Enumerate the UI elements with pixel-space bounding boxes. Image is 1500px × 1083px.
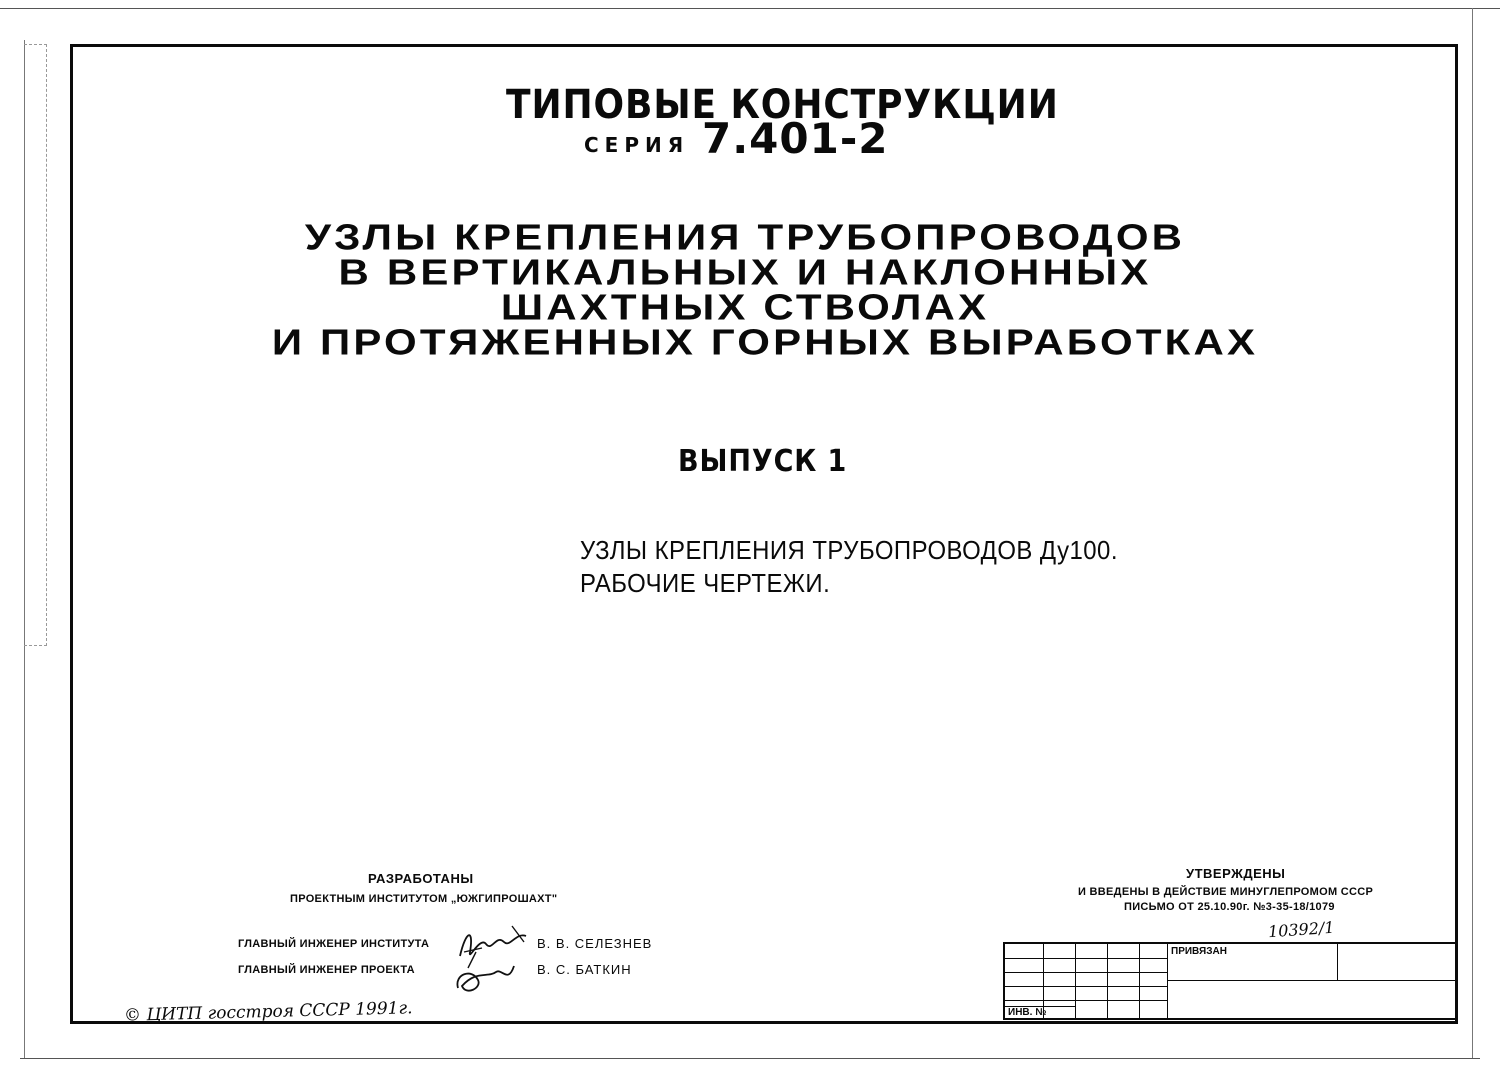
stamp-vline: [1075, 944, 1076, 1018]
approved-line-1: И ВВЕДЕНЫ В ДЕЙСТВИЕ МИНУГЛЕПРОМОМ СССР: [1078, 886, 1374, 898]
subtitle-line-1: УЗЛЫ КРЕПЛЕНИЯ ТРУБОПРОВОДОВ Ду100.: [580, 535, 1118, 565]
approved-line-2: ПИСЬМО ОТ 25.10.90г. №3-35-18/1079: [1124, 901, 1335, 913]
developed-by: ПРОЕКТНЫМ ИНСТИТУТОМ „ЮЖГИПРОШАХТ": [290, 893, 558, 905]
copyright-note: © ЦИТП госстроя СССР 1991г.: [123, 998, 413, 1026]
stamp-vline: [1107, 944, 1108, 1018]
stamp-hline: [1005, 986, 1167, 987]
stamp-vline: [1139, 944, 1140, 1018]
header-title: ТИПОВЫЕ КОНСТРУКЦИИ: [506, 82, 1059, 128]
main-title-line-2: В ВЕРТИКАЛЬНЫХ И НАКЛОННЫХ: [338, 253, 1152, 293]
stamp-hline: [1005, 958, 1167, 959]
signature-name-2: В. С. БАТКИН: [537, 962, 632, 977]
handwritten-signatures: [452, 922, 536, 1000]
stamp-bound-label: ПРИВЯЗАН: [1171, 946, 1227, 957]
main-title-line-1: УЗЛЫ КРЕПЛЕНИЯ ТРУБОПРОВОДОВ: [304, 218, 1186, 258]
stamp-table: [1003, 942, 1458, 1020]
main-title-line-4: И ПРОТЯЖЕННЫХ ГОРНЫХ ВЫРАБОТКАХ: [271, 323, 1259, 363]
subtitle-line-2: РАБОЧИЕ ЧЕРТЕЖИ.: [580, 568, 831, 598]
seria-label: СЕРИЯ: [584, 133, 690, 157]
issue-label: ВЫПУСК 1: [678, 444, 848, 479]
stamp-vline: [1167, 944, 1168, 1018]
outer-trim-line-bottom: [20, 1058, 1480, 1059]
stamp-hline: [1005, 972, 1167, 973]
signature-role-2: ГЛАВНЫЙ ИНЖЕНЕР ПРОЕКТА: [238, 964, 415, 976]
stamp-hline: [1167, 980, 1456, 981]
binding-strip: [24, 44, 47, 646]
developed-label: РАЗРАБОТАНЫ: [368, 871, 474, 886]
handwritten-number: 10392/1: [1267, 917, 1336, 942]
stamp-inv-label: ИНВ. №: [1008, 1007, 1047, 1018]
stamp-vline: [1337, 944, 1338, 980]
approved-label: УТВЕРЖДЕНЫ: [1186, 866, 1286, 881]
stamp-hline: [1005, 1000, 1167, 1001]
signature-name-1: В. В. СЕЛЕЗНЕВ: [537, 936, 653, 951]
outer-trim-line-right: [1472, 8, 1473, 1058]
seria-number: 7.401-2: [702, 114, 889, 163]
main-title-line-3: ШАХТНЫХ СТВОЛАХ: [500, 288, 990, 328]
outer-trim-line-top: [0, 8, 1500, 9]
signature-role-1: ГЛАВНЫЙ ИНЖЕНЕР ИНСТИТУТА: [238, 938, 430, 950]
